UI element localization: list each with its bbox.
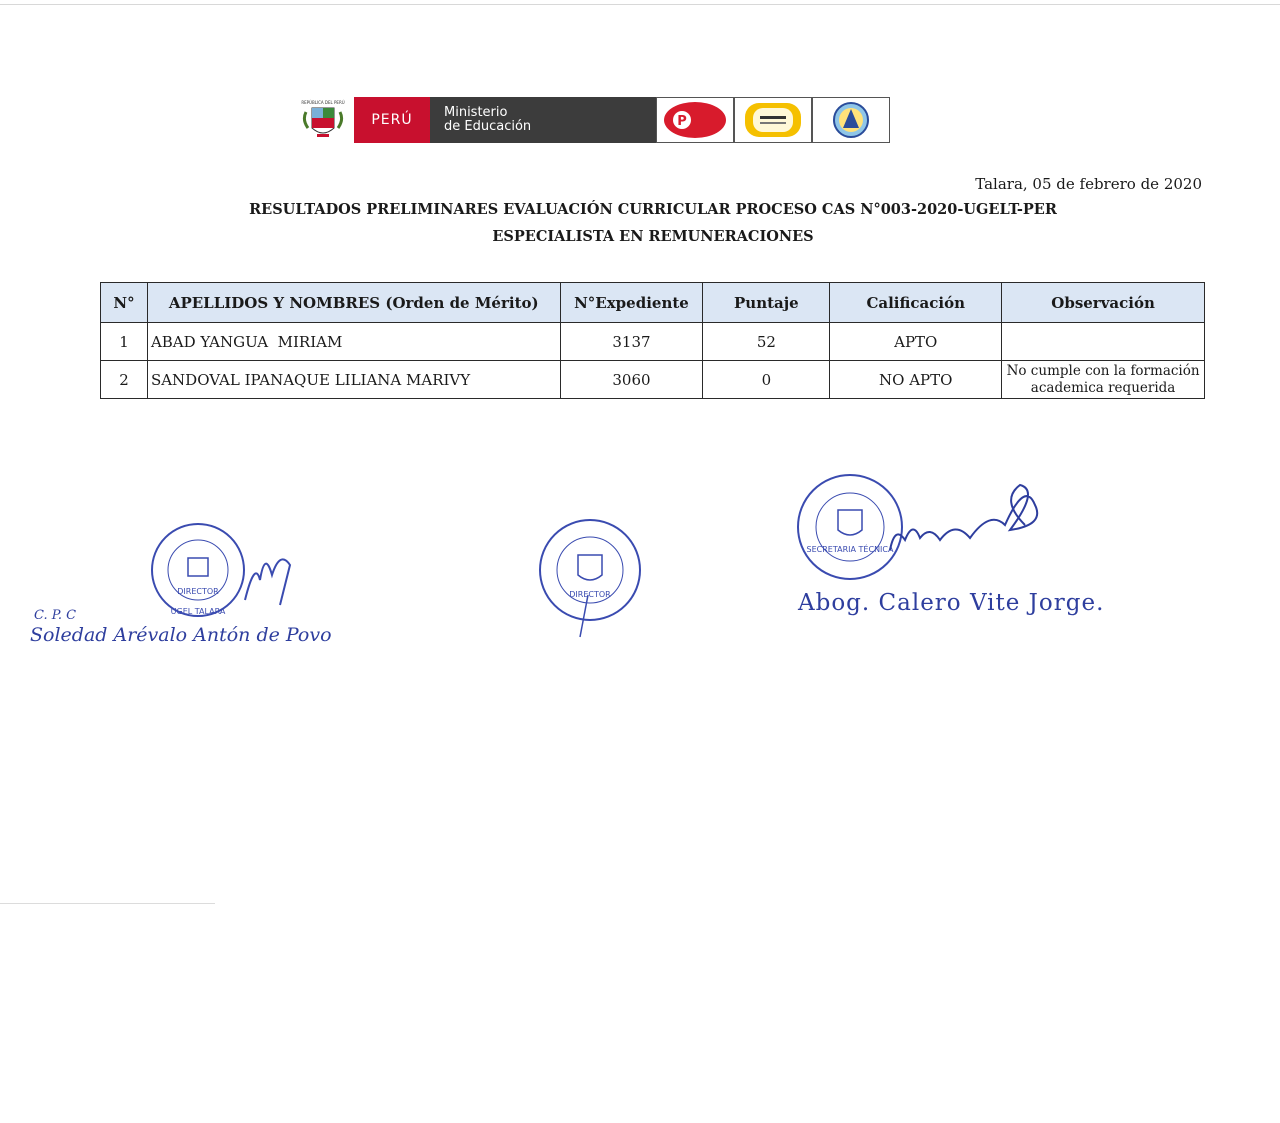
document-title: RESULTADOS PRELIMINARES EVALUACIÓN CURRICULAR PROCESO CAS N°003-2020-UGELT-PER: [249, 201, 1057, 218]
ugel-talara-logo: [734, 97, 812, 143]
row-number: 1: [101, 323, 148, 361]
row-observacion: [1002, 361, 1205, 399]
svg-text:UGEL TALARA: UGEL TALARA: [170, 607, 226, 616]
row-puntaje: 52: [703, 323, 830, 361]
observacion-line-1: No cumple con la formación: [1006, 362, 1200, 379]
peru-coat-of-arms-icon: [292, 97, 354, 143]
svg-text:REPÚBLICA DEL PERÚ: REPÚBLICA DEL PERÚ: [301, 100, 345, 105]
ministry-line-2: de Educación: [444, 119, 532, 134]
observacion-line-2: academica requerida: [1030, 379, 1176, 396]
results-table: [100, 282, 1205, 399]
table-row: [101, 323, 1205, 361]
row-name: SANDOVAL IPANAQUE LILIANA MARIVY: [147, 361, 560, 399]
right-signer-name: Abog. Calero Vite Jorge.: [798, 590, 1105, 616]
peru-brand-label: PERÚ: [354, 97, 430, 143]
left-signer-name: Soledad Arévalo Antón de Povo: [30, 624, 332, 646]
header-puntaje: Puntaje: [703, 283, 830, 323]
institutional-header: [292, 97, 896, 143]
table-row: [101, 361, 1205, 399]
svg-text:DIRECTOR: DIRECTOR: [177, 587, 219, 596]
svg-text:P: P: [677, 114, 687, 129]
header-number: N°: [101, 283, 148, 323]
row-number: 2: [101, 361, 148, 399]
top-rule: [0, 4, 1280, 5]
right-official-stamp: [795, 470, 1065, 585]
center-official-stamp: [530, 515, 650, 640]
row-expediente: 3060: [560, 361, 703, 399]
regional-logo-p: [656, 97, 734, 143]
row-observacion: [1002, 323, 1205, 361]
ministry-brand: [430, 97, 656, 143]
row-expediente: 3137: [560, 323, 703, 361]
header-calificacion: Calificación: [830, 283, 1002, 323]
institution-emblem-logo: [812, 97, 890, 143]
left-official-stamp: [140, 520, 310, 620]
row-puntaje: 0: [703, 361, 830, 399]
svg-text:DIRECTOR: DIRECTOR: [569, 590, 611, 599]
header-observacion: Observación: [1002, 283, 1205, 323]
ministry-line-1: Ministerio: [444, 105, 508, 120]
document-date: Talara, 05 de febrero de 2020: [975, 175, 1202, 193]
svg-text:SECRETARIA TÉCNICA: SECRETARIA TÉCNICA: [806, 545, 894, 554]
header-name: APELLIDOS Y NOMBRES (Orden de Mérito): [147, 283, 560, 323]
header-expediente: N°Expediente: [560, 283, 703, 323]
row-calificacion: NO APTO: [830, 361, 1002, 399]
footer-rule: [0, 903, 215, 904]
left-signer-prefix: C. P. C: [34, 608, 77, 623]
row-name: ABAD YANGUA MIRIAM: [147, 323, 560, 361]
document-subtitle: ESPECIALISTA EN REMUNERACIONES: [492, 228, 814, 245]
row-calificacion: APTO: [830, 323, 1002, 361]
table-header-row: [101, 283, 1205, 323]
